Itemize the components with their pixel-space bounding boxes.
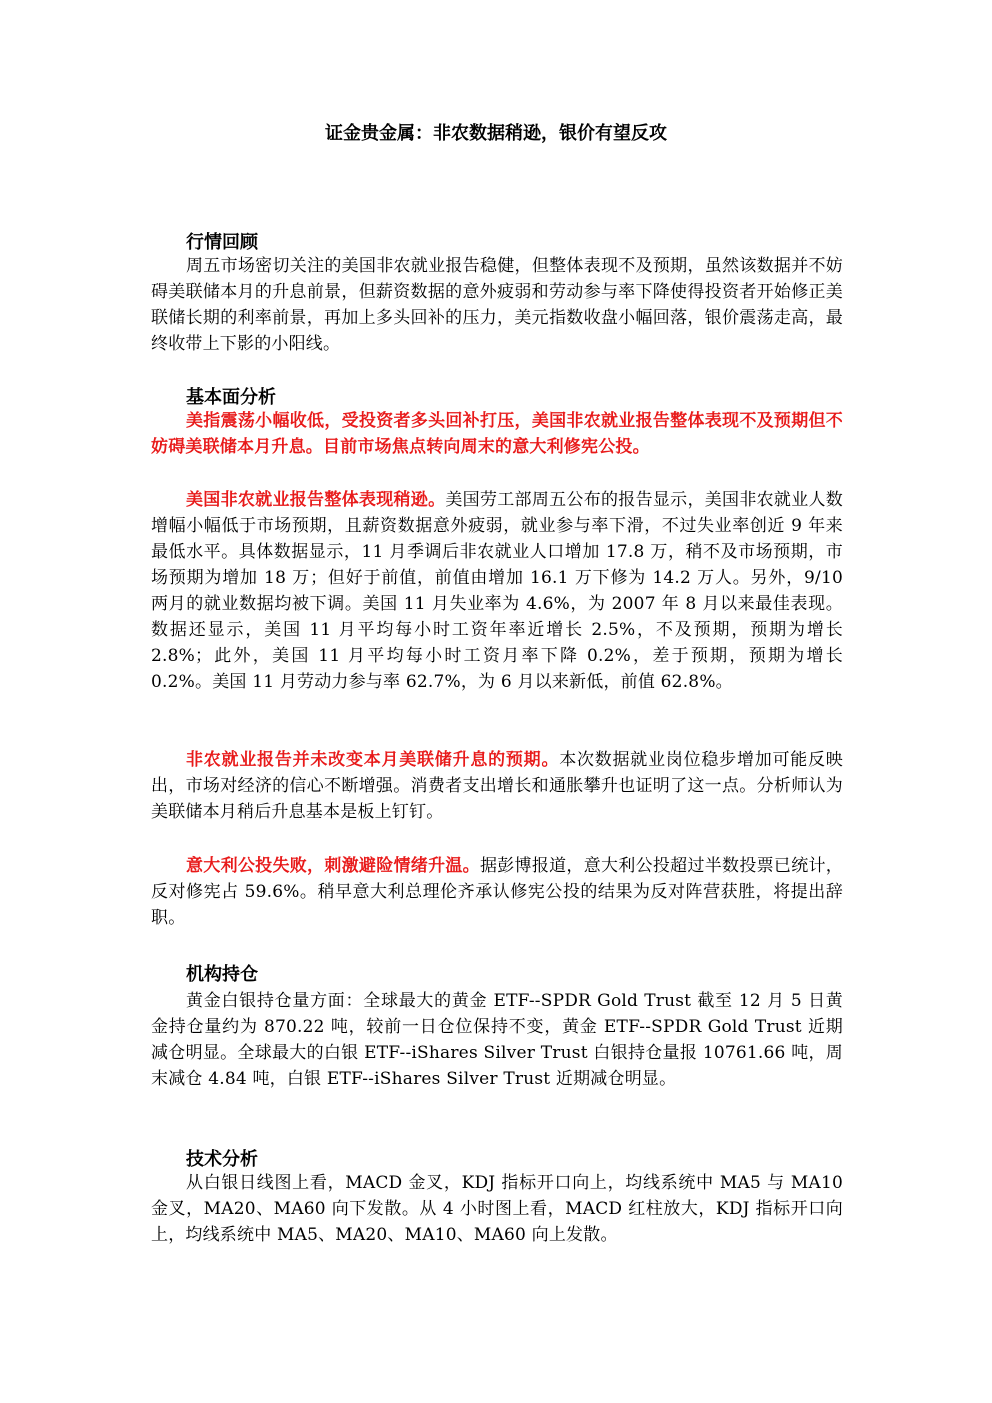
heading-holdings: 机构持仓 (186, 964, 258, 985)
paragraph-lead: 意大利公投失败，刺激避险情绪升温。 (186, 856, 480, 876)
heading-fundamental: 基本面分析 (186, 387, 276, 408)
heading-market-review: 行情回顾 (186, 232, 258, 253)
paragraph-technical: 从白银日线图上看，MACD 金叉，KDJ 指标开口向上，均线系统中 MA5 与 MA10 金叉，MA20、MA60 向下发散。从 4 小时图上看，MACD 红柱放大，KDJ 指标开口向上，均线系统中 MA5、MA20、MA10、MA60 向上发散。 (151, 1173, 843, 1245)
heading-technical: 技术分析 (186, 1149, 258, 1170)
paragraph-body: 据彭博报道，意大利公投超过半数投票已统计，反对修宪占 59.6%。稍早意大利总理伦齐承认修宪公投的结果为反对阵营获胜，将提出辞职。 (151, 856, 844, 928)
paragraph-fundamental-summary: 美指震荡小幅收低，受投资者多头回补打压，美国非农就业报告整体表现不及预期但不妨碍美联储本月升息。目前市场焦点转向周末的意大利修宪公投。 (151, 411, 843, 457)
paragraph-body: 美国劳工部周五公布的报告显示，美国非农就业人数增幅小幅低于市场预期，且薪资数据意外疲弱，就业参与率下滑，不过失业率创近 9 年来最低水平。具体数据显示，11 月季调后非农就业人口增加 17.8 万，稍不及市场预期，市场预期为增加 18 万；但好于前值，前值由增加 16.1 万下修为 14.2 万人。另外，9/10 两月的就业数据均被下调。美国 11 月失业率为 4.6%，为 2007 年 8 月以来最佳表现。数据还显示，美国 11 月平均每小时工资年率近增长 2.5%，不及预期，预期为增长 2.8%；此外，美国 11 月平均每小时工资月率下降 0.2%，差于预期，预期为增长 0.2%。美国 11 月劳动力参与率 62.7%，为 6 月以来新低，前值 62.8%。 (151, 490, 843, 692)
paragraph-nonfarm (151, 487, 843, 695)
paragraph-body: 本次数据就业岗位稳步增加可能反映出，市场对经济的信心不断增强。消费者支出增长和通胀攀升也证明了这一点。分析师认为美联储本月稍后升息基本是板上钉钉。 (151, 750, 843, 822)
paragraph-lead: 非农就业报告并未改变本月美联储升息的预期。 (186, 750, 560, 770)
paragraph-market-review: 周五市场密切关注的美国非农就业报告稳健，但整体表现不及预期，虽然该数据并不妨碍美联储本月的升息前景，但薪资数据的意外疲弱和劳动参与率下降使得投资者开始修正美联储长期的利率前景，再加上多头回补的压力，美元指数收盘小幅回落，银价震荡走高，最终收带上下影的小阳线。 (151, 256, 843, 354)
paragraph-italy-referendum (151, 853, 843, 931)
paragraph-lead: 美国非农就业报告整体表现稍逊。 (186, 490, 446, 510)
paragraph-holdings: 黄金白银持仓量方面：全球最大的黄金 ETF--SPDR Gold Trust 截至 12 月 5 日黄金持仓量约为 870.22 吨，较前一日仓位保持不变，黄金 ETF--SPDR Gold Trust 近期减仓明显。全球最大的白银 ETF--iShares Silver Trust 白银持仓量报 10761.66 吨，周末减仓 4.84 吨，白银 ETF--iShares Silver Trust 近期减仓明显。 (151, 991, 843, 1089)
page-title: 证金贵金属：非农数据稍逊，银价有望反攻 (325, 123, 667, 144)
paragraph-fed-expectation (151, 747, 843, 825)
